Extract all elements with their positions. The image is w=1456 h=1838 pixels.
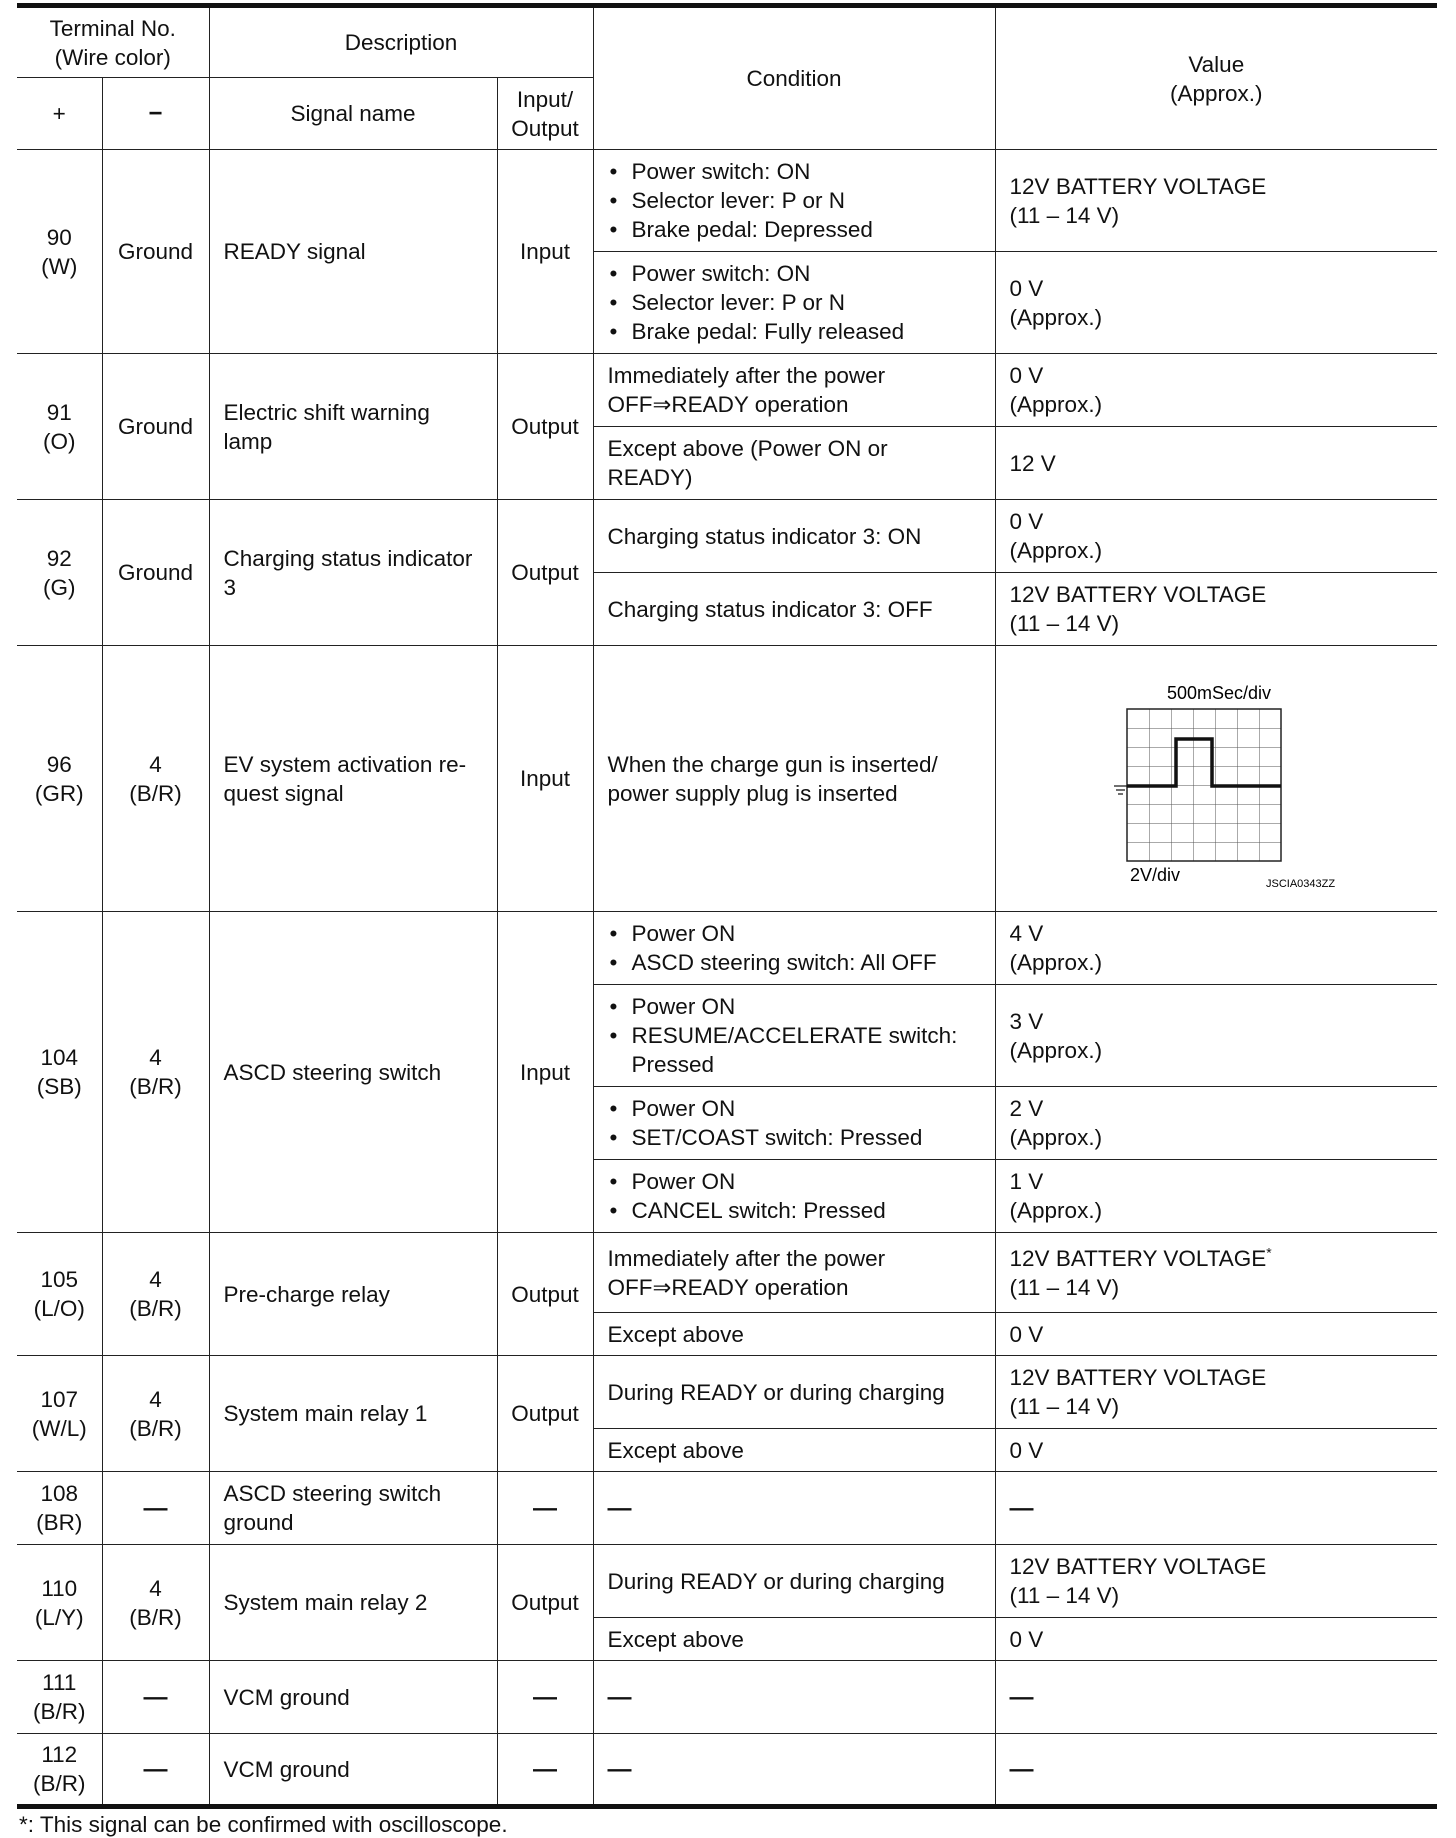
condition [593, 150, 995, 252]
condition [593, 252, 995, 354]
condition: During READY or during charging [593, 1545, 995, 1618]
io-value: Output [497, 1356, 593, 1472]
value: 12V BATTERY VOLTAGE (11 – 14 V) [995, 573, 1437, 646]
value: 0 V [995, 1313, 1437, 1356]
io-value: — [497, 1661, 593, 1734]
condition-item: • Brake pedal: Fully released [608, 317, 981, 346]
value: 2 V (Approx.) [995, 1087, 1437, 1160]
condition-item: • Selector lever: P or N [608, 288, 981, 317]
terminal-minus: Ground [102, 354, 209, 500]
plus-header: + [17, 78, 102, 150]
signal-name: System main relay 1 [209, 1356, 497, 1472]
terminal-plus: 104 (SB) [17, 912, 102, 1233]
io-value: Output [497, 1233, 593, 1356]
condition: Except above (Power ON or READY) [593, 427, 995, 500]
condition-item: • SET/COAST switch: Pressed [608, 1123, 981, 1152]
condition [593, 912, 995, 985]
table-row [17, 150, 1437, 252]
footnote: *: This signal can be confirmed with oscilloscope. [19, 1812, 508, 1837]
table-row [17, 1356, 1437, 1429]
value-header: Value (Approx.) [995, 6, 1437, 150]
terminal-plus: 111 (B/R) [17, 1661, 102, 1734]
condition-item: • Power switch: ON [608, 157, 981, 186]
terminal-minus: 4 (B/R) [102, 912, 209, 1233]
value: 0 V (Approx.) [995, 500, 1437, 573]
value: 12 V [995, 427, 1437, 500]
condition-item: • Selector lever: P or N [608, 186, 981, 215]
condition-item: • Power ON [608, 1094, 981, 1123]
condition: Except above [593, 1618, 995, 1661]
condition: — [593, 1734, 995, 1807]
value [995, 646, 1437, 912]
value: 0 V [995, 1618, 1437, 1661]
signal-name: READY signal [209, 150, 497, 354]
signal-name-header: Signal name [209, 78, 497, 150]
scope-volt-label: 2V/div [1129, 864, 1180, 885]
io-header: Input/ Output [497, 78, 593, 150]
table-row [17, 1661, 1437, 1734]
condition [593, 1160, 995, 1233]
signal-name: Electric shift warning lamp [209, 354, 497, 500]
value: 0 V [995, 1429, 1437, 1472]
terminal-minus: Ground [102, 500, 209, 646]
terminal-plus: 108 (BR) [17, 1472, 102, 1545]
signal-name: Charging status indicator 3 [209, 500, 497, 646]
io-value: Output [497, 1545, 593, 1661]
value: 0 V (Approx.) [995, 354, 1437, 427]
table-row [17, 912, 1437, 985]
scope-figure-id: JSCIA0343ZZ [1265, 877, 1335, 890]
condition: Except above [593, 1429, 995, 1472]
scope-time-label: 500mSec/div [1166, 682, 1271, 703]
table-row [17, 1734, 1437, 1807]
condition-item: • Power ON [608, 1167, 981, 1196]
condition-item: • CANCEL switch: Pressed [608, 1196, 981, 1225]
signal-name: Pre-charge relay [209, 1233, 497, 1356]
condition-header: Condition [593, 6, 995, 150]
terminal-minus: 4 (B/R) [102, 1545, 209, 1661]
terminal-plus: 90 (W) [17, 150, 102, 354]
value: 3 V (Approx.) [995, 985, 1437, 1087]
table-row [17, 1233, 1437, 1313]
condition: — [593, 1661, 995, 1734]
condition: Charging status indicator 3: OFF [593, 573, 995, 646]
condition-item: • Power ON [608, 992, 981, 1021]
footnote-marker: * [1266, 1244, 1272, 1260]
terminal-plus: 96 (GR) [17, 646, 102, 912]
header-row-1 [17, 6, 1437, 78]
condition [593, 1087, 995, 1160]
value: 4 V (Approx.) [995, 912, 1437, 985]
terminal-minus: 4 (B/R) [102, 1356, 209, 1472]
terminal-minus: — [102, 1661, 209, 1734]
terminal-minus: — [102, 1472, 209, 1545]
io-value: Output [497, 500, 593, 646]
signal-name: ASCD steering switch ground [209, 1472, 497, 1545]
condition [593, 985, 995, 1087]
value: — [995, 1661, 1437, 1734]
condition: Except above [593, 1313, 995, 1356]
terminal-plus: 112 (B/R) [17, 1734, 102, 1807]
minus-header: − [102, 78, 209, 150]
terminal-minus: — [102, 1734, 209, 1807]
ground-icon [1114, 786, 1127, 794]
value: 12V BATTERY VOLTAGE (11 – 14 V) [995, 150, 1437, 252]
value: 0 V (Approx.) [995, 252, 1437, 354]
condition: — [593, 1472, 995, 1545]
terminal-plus: 92 (G) [17, 500, 102, 646]
condition-item: • Power ON [608, 919, 981, 948]
value: 12V BATTERY VOLTAGE (11 – 14 V) [995, 1545, 1437, 1618]
value: — [995, 1734, 1437, 1807]
condition: Immediately after the power OFF⇒READY operation [593, 1233, 995, 1313]
terminal-table [17, 3, 1437, 1809]
value: 12V BATTERY VOLTAGE* (11 – 14 V) [995, 1233, 1437, 1313]
io-value: Output [497, 354, 593, 500]
condition: Immediately after the power OFF⇒READY operation [593, 354, 995, 427]
io-value: — [497, 1472, 593, 1545]
signal-name: VCM ground [209, 1734, 497, 1807]
condition: When the charge gun is inserted/ power supply plug is inserted [593, 646, 995, 912]
terminal-minus: Ground [102, 150, 209, 354]
condition-item: • Brake pedal: Depressed [608, 215, 981, 244]
terminal-plus: 110 (L/Y) [17, 1545, 102, 1661]
terminal-plus: 91 (O) [17, 354, 102, 500]
value: — [995, 1472, 1437, 1545]
description-header: Description [209, 6, 593, 78]
oscilloscope-waveform [996, 647, 1438, 911]
signal-name: ASCD steering switch [209, 912, 497, 1233]
io-value: Input [497, 646, 593, 912]
table-row [17, 1472, 1437, 1545]
terminal-minus: 4 (B/R) [102, 646, 209, 912]
io-value: — [497, 1734, 593, 1807]
condition: During READY or during charging [593, 1356, 995, 1429]
table-row [17, 1545, 1437, 1618]
io-value: Input [497, 150, 593, 354]
terminal-plus: 105 (L/O) [17, 1233, 102, 1356]
condition-item: • RESUME/ACCELERATE switch: Pressed [608, 1021, 981, 1079]
table-row [17, 646, 1437, 912]
value: 1 V (Approx.) [995, 1160, 1437, 1233]
table-row [17, 354, 1437, 427]
io-value: Input [497, 912, 593, 1233]
terminal-table-container [17, 3, 1437, 1838]
terminal-minus: 4 (B/R) [102, 1233, 209, 1356]
signal-name: EV system activation re- quest signal [209, 646, 497, 912]
value: 12V BATTERY VOLTAGE (11 – 14 V) [995, 1356, 1437, 1429]
terminal-no-header: Terminal No. (Wire color) [17, 6, 209, 78]
terminal-plus: 107 (W/L) [17, 1356, 102, 1472]
signal-name: VCM ground [209, 1661, 497, 1734]
condition: Charging status indicator 3: ON [593, 500, 995, 573]
table-row [17, 500, 1437, 573]
condition-item: • ASCD steering switch: All OFF [608, 948, 981, 977]
signal-name: System main relay 2 [209, 1545, 497, 1661]
condition-item: • Power switch: ON [608, 259, 981, 288]
